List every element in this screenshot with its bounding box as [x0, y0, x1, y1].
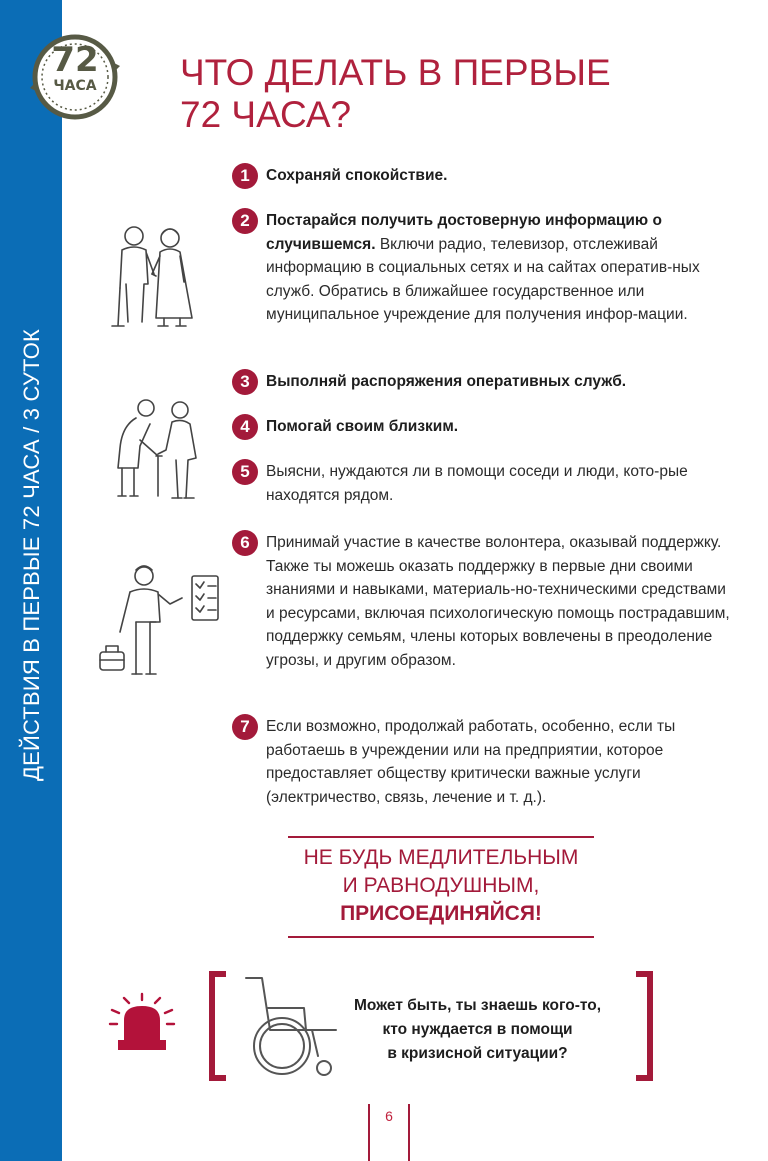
item-number: 7: [232, 714, 258, 740]
item-bold: Постарайся получить достоверную информацию о случившемся.: [266, 212, 662, 253]
item-text: Выясни, нуждаются ли в помощи соседи и люди, кото-рые находятся рядом.: [266, 463, 688, 504]
item-text: Если возможно, продолжай работать, особенно, если ты работаешь в учреждении или на предприятии, которое предоставляет обществу критически важные услуги (электричество, связь, лечение и т. д.).: [266, 718, 676, 806]
list-item-6: [232, 530, 732, 672]
list-item-7: [232, 714, 732, 809]
badge-number: 72: [51, 40, 99, 80]
item-bold: Помогай своим близким.: [266, 418, 459, 435]
title-line-2: 72 ЧАСА?: [180, 94, 352, 135]
question-line-2: кто нуждается в помощи: [382, 1021, 573, 1038]
callout-line-1: НЕ БУДЬ МЕДЛИТЕЛЬНЫМ: [303, 846, 579, 869]
item-text: Принимай участие в качестве волонтера, оказывай поддержку. Также ты можешь оказать поддержку в первые дни своими знаниями и навыками, материаль-но-техническими средствами и ресурсами, включая психологическую помощь пострадавшим, поддержку семьям, члены которых вовлечены в преодоление угрозы, и другим образом.: [266, 534, 730, 669]
question-line-1: Может быть, ты знаешь кого-то,: [353, 997, 602, 1014]
assisted-elderly-icon: [100, 396, 210, 506]
emergency-siren-icon: [110, 994, 174, 1060]
callout-line-2: И РАВНОДУШНЫМ,: [342, 874, 540, 897]
list-item-5: [232, 459, 732, 507]
list-item-2: [232, 208, 732, 327]
help-question: [330, 994, 625, 1066]
elderly-couple-icon: [104, 222, 204, 332]
page-number: 6: [368, 1104, 410, 1161]
item-number: 2: [232, 208, 258, 234]
volunteer-checklist-icon: [96, 562, 226, 682]
page-title: [180, 52, 700, 136]
item-number: 1: [232, 163, 258, 189]
callout-line-3: ПРИСОЕДИНЯЙСЯ!: [340, 902, 542, 925]
list-item-3: [232, 369, 732, 394]
question-line-3: в кризисной ситуации?: [387, 1045, 568, 1062]
sidebar-caption: ДЕЙСТВИЯ В ПЕРВЫЕ 72 ЧАСА / 3 СУТОК: [19, 328, 44, 782]
list-item-1: [232, 163, 732, 188]
item-bold: Сохраняй спокойствие.: [266, 167, 448, 184]
item-number: 6: [232, 530, 258, 556]
item-bold: Выполняй распоряжения оперативных служб.: [266, 373, 627, 390]
item-number: 3: [232, 369, 258, 395]
badge-word: ЧАСА: [53, 78, 97, 94]
badge-72-hours: [30, 32, 120, 122]
callout-box: [288, 836, 594, 938]
title-line-1: ЧТО ДЕЛАТЬ В ПЕРВЫЕ: [180, 52, 611, 93]
list-item-4: [232, 414, 732, 439]
item-number: 5: [232, 459, 258, 485]
item-number: 4: [232, 414, 258, 440]
item-text: Включи радио, телевизор, отслеживай информацию в социальных сетях и на сайтах оператив-ных служб. Обратись в ближайшее государственное или муниципальное учреждение для получения инфор-мации.: [266, 235, 700, 323]
